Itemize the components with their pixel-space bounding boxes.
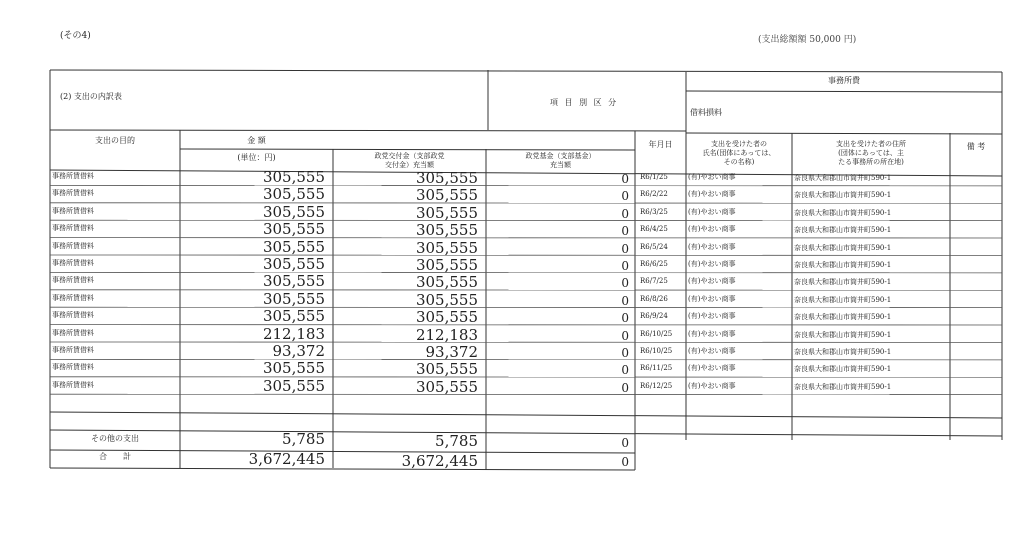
col-remarks: 備 考 (966, 142, 986, 151)
cell-purpose: 事務所賃借料 (52, 224, 94, 233)
cell-amount: 305,555 (262, 376, 325, 395)
cell-date: R6/7/25 (640, 277, 668, 286)
cell-amount: 305,555 (262, 359, 325, 378)
cell-grant: 305,555 (415, 256, 478, 274)
total-expense-note: (支出総額額 50,000 円) (758, 35, 857, 45)
section-title: (2) 支出の内訳表 (60, 92, 122, 101)
cell-amount: 305,555 (262, 202, 325, 221)
col-grant-line1: 政党交付金（支部政党 (374, 152, 445, 160)
cell-fund: 0 (621, 189, 629, 204)
cell-purpose: 事務所賃借料 (52, 189, 94, 198)
col-fund-line1: 政党基金（支部基金） (525, 152, 596, 160)
cell-amount: 305,555 (262, 272, 325, 291)
cell-address: 奈良県大和郡山市筒井町590-1 (794, 382, 892, 391)
other-grant: 5,785 (435, 432, 478, 450)
col-address-line3: たる事務所の所在地) (838, 158, 904, 166)
cell-fund: 0 (621, 172, 629, 186)
cell-date: R6/2/22 (640, 190, 668, 199)
cell-grant: 305,555 (415, 238, 478, 257)
total-label: 合 計 (99, 452, 131, 461)
cell-address: 奈良県大和郡山市筒井町590-1 (794, 278, 892, 287)
cell-grant: 305,555 (415, 290, 478, 309)
cell-date: R6/10/25 (640, 329, 673, 338)
cell-payee: (有)やおい商事 (688, 329, 736, 338)
cell-grant: 305,555 (415, 308, 478, 327)
cell-purpose: 事務所賃借料 (52, 311, 94, 320)
col-amount: 金 額 (247, 136, 266, 145)
cell-grant: 305,555 (415, 221, 478, 240)
cell-fund: 0 (621, 276, 629, 291)
cell-fund: 0 (621, 259, 629, 273)
cell-purpose: 事務所賃借料 (52, 363, 94, 372)
cell-purpose: 事務所賃借料 (52, 293, 94, 302)
cell-address: 奈良県大和郡山市筒井町590-1 (794, 365, 892, 374)
cell-address: 奈良県大和郡山市筒井町590-1 (794, 313, 892, 322)
other-amount: 5,785 (282, 430, 325, 448)
cell-address: 奈良県大和郡山市筒井町590-1 (794, 348, 892, 356)
cell-grant: 305,555 (415, 273, 478, 292)
cell-fund: 0 (621, 346, 629, 360)
cell-purpose: 事務所賃借料 (52, 328, 94, 337)
col-unit: (単位：円) (237, 153, 276, 162)
col-address-line2: (団体にあっては、主 (838, 149, 904, 157)
cell-payee: (有)やおい商事 (688, 207, 736, 216)
cell-purpose: 事務所賃借料 (52, 172, 94, 180)
page-number: (その4) (60, 31, 91, 41)
expense-subcategory: 借料損料 (690, 108, 722, 117)
cell-grant: 305,555 (415, 203, 478, 222)
cell-fund: 0 (621, 241, 629, 256)
cell-purpose: 事務所賃借料 (52, 380, 94, 389)
cell-amount: 305,555 (262, 307, 325, 326)
total-grant: 3,672,445 (401, 452, 478, 470)
total-amount: 3,672,445 (248, 450, 325, 468)
cell-address: 奈良県大和郡山市筒井町590-1 (794, 261, 892, 269)
cell-payee: (有)やおい商事 (688, 242, 736, 251)
cell-address: 奈良県大和郡山市筒井町590-1 (794, 208, 892, 217)
col-fund-line2: 充当額 (550, 161, 571, 169)
cell-amount: 305,555 (262, 168, 325, 186)
cell-purpose: 事務所賃借料 (52, 346, 94, 354)
cell-payee: (有)やおい商事 (688, 225, 736, 234)
cell-date: R6/4/25 (640, 225, 668, 234)
cell-fund: 0 (621, 380, 629, 395)
cell-payee: (有)やおい商事 (688, 294, 736, 303)
expense-category: 事務所費 (828, 76, 860, 85)
cell-fund: 0 (621, 328, 629, 343)
cell-address: 奈良県大和郡山市筒井町590-1 (794, 243, 892, 252)
col-grant-line2: 交付金）充当額 (385, 161, 434, 169)
col-address (792, 140, 950, 167)
cell-amount: 305,555 (262, 255, 325, 273)
col-fund (486, 152, 635, 170)
cell-date: R6/6/25 (640, 260, 668, 268)
col-address-line1: 支出を受けた者の住所 (836, 140, 906, 148)
cell-address: 奈良県大和郡山市筒井町590-1 (794, 295, 892, 304)
cell-fund: 0 (621, 311, 629, 326)
cell-amount: 305,555 (262, 289, 325, 308)
cell-grant: 305,555 (415, 169, 478, 187)
cell-grant: 305,555 (415, 377, 478, 396)
cell-purpose: 事務所賃借料 (52, 259, 94, 267)
cell-payee: (有)やおい商事 (688, 190, 736, 199)
cell-address: 奈良県大和郡山市筒井町590-1 (794, 330, 892, 339)
cell-date: R6/3/25 (640, 207, 668, 216)
cell-payee: (有)やおい商事 (688, 364, 736, 373)
cell-date: R6/12/25 (640, 381, 673, 390)
cell-date: R6/1/25 (640, 173, 668, 181)
other-fund: 0 (621, 436, 629, 450)
cell-address: 奈良県大和郡山市筒井町590-1 (794, 226, 892, 235)
cell-purpose: 事務所賃借料 (52, 206, 94, 215)
cell-payee: (有)やおい商事 (688, 260, 736, 268)
cell-payee: (有)やおい商事 (688, 173, 736, 181)
col-grant (333, 152, 486, 170)
col-payee-line3: その名称) (723, 158, 755, 166)
total-fund: 0 (621, 455, 629, 469)
category-label: 項 目 別 区 分 (550, 98, 619, 107)
cell-payee: (有)やおい商事 (688, 312, 736, 321)
cell-date: R6/5/24 (640, 242, 668, 251)
col-purpose: 支出の目的 (95, 136, 135, 145)
cell-date: R6/9/24 (640, 312, 668, 321)
cell-date: R6/8/26 (640, 294, 668, 303)
cell-fund: 0 (621, 206, 629, 221)
cell-date: R6/11/25 (640, 364, 673, 373)
cell-fund: 0 (621, 224, 629, 239)
cell-purpose: 事務所賃借料 (52, 276, 94, 285)
cell-amount: 305,555 (262, 220, 325, 239)
cell-fund: 0 (621, 293, 629, 308)
col-payee (686, 140, 792, 167)
cell-grant: 212,183 (415, 325, 478, 344)
cell-payee: (有)やおい商事 (688, 347, 736, 355)
cell-amount: 305,555 (262, 237, 325, 256)
cell-purpose: 事務所賃借料 (52, 241, 94, 250)
other-label: その他の支出 (91, 434, 139, 443)
cell-payee: (有)やおい商事 (688, 277, 736, 286)
cell-amount: 305,555 (262, 185, 325, 204)
cell-address: 奈良県大和郡山市筒井町590-1 (794, 191, 892, 200)
cell-fund: 0 (621, 363, 629, 378)
cell-grant: 305,555 (415, 186, 478, 205)
cell-payee: (有)やおい商事 (688, 381, 736, 390)
col-payee-line2: 氏名(団体にあっては、 (702, 149, 776, 157)
cell-amount: 212,183 (262, 324, 325, 343)
cell-address: 奈良県大和郡山市筒井町590-1 (794, 174, 892, 182)
cell-date: R6/10/25 (640, 347, 673, 355)
cell-grant: 93,372 (425, 343, 478, 361)
cell-grant: 305,555 (415, 360, 478, 379)
col-payee-line1: 支出を受けた者の (711, 140, 767, 148)
cell-amount: 93,372 (272, 342, 325, 360)
col-date: 年月日 (648, 140, 673, 149)
